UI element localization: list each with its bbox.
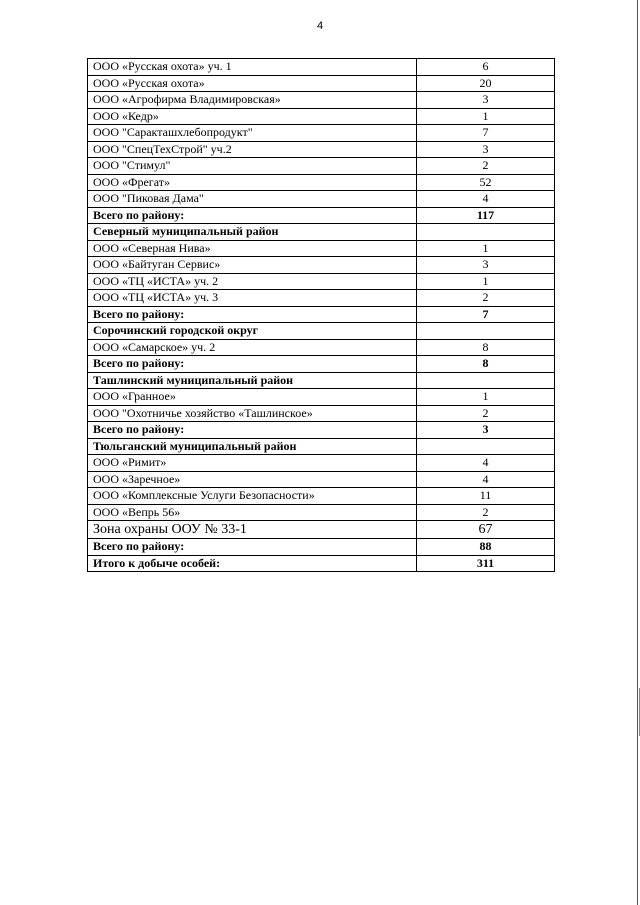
table-row <box>88 92 555 109</box>
table-row <box>88 75 555 92</box>
table-row <box>88 290 555 307</box>
allocation-table <box>87 58 555 572</box>
table-row <box>88 59 555 76</box>
row-name: ООО «Заречное» <box>88 471 417 488</box>
table-row <box>88 521 555 539</box>
row-name: ООО «Гранное» <box>88 389 417 406</box>
total-row <box>88 356 555 373</box>
row-count: 2 <box>417 504 555 521</box>
district-heading-row <box>88 438 555 455</box>
row-name: Ташлинский муниципальный район <box>88 372 417 389</box>
row-name: ООО «Агрофирма Владимировская» <box>88 92 417 109</box>
row-count: 3 <box>417 141 555 158</box>
row-count: 52 <box>417 174 555 191</box>
row-count: 4 <box>417 471 555 488</box>
row-name: Всего по району: <box>88 422 417 439</box>
row-count: 311 <box>417 555 555 572</box>
row-name: Всего по району: <box>88 539 417 556</box>
table-row <box>88 125 555 142</box>
row-count: 1 <box>417 240 555 257</box>
row-name: ООО «Вепрь 56» <box>88 504 417 521</box>
row-name: ООО «Байтуган Сервис» <box>88 257 417 274</box>
row-name: ООО «Самарское» уч. 2 <box>88 339 417 356</box>
row-count: 8 <box>417 356 555 373</box>
table-row <box>88 158 555 175</box>
table-row <box>88 389 555 406</box>
row-name: Итого к добыче особей: <box>88 555 417 572</box>
row-count: 8 <box>417 339 555 356</box>
table-row <box>88 471 555 488</box>
row-count: 2 <box>417 290 555 307</box>
row-count <box>417 372 555 389</box>
table-row <box>88 108 555 125</box>
page-number: 4 <box>316 20 324 32</box>
table-row <box>88 488 555 505</box>
row-name: ООО «Русская охота» уч. 1 <box>88 59 417 76</box>
row-count: 3 <box>417 422 555 439</box>
table-row <box>88 240 555 257</box>
total-row <box>88 422 555 439</box>
row-count: 6 <box>417 59 555 76</box>
row-count: 117 <box>417 207 555 224</box>
row-name: ООО «ТЦ «ИСТА» уч. 2 <box>88 273 417 290</box>
row-name: Всего по району: <box>88 207 417 224</box>
row-count: 3 <box>417 257 555 274</box>
total-row <box>88 555 555 572</box>
row-count: 2 <box>417 405 555 422</box>
row-name: Зона охраны ООУ № 33-1 <box>88 521 417 539</box>
table-row <box>88 141 555 158</box>
row-count <box>417 323 555 340</box>
total-row <box>88 207 555 224</box>
row-count: 7 <box>417 306 555 323</box>
row-name: ООО "Пиковая Дама" <box>88 191 417 208</box>
row-name: Всего по району: <box>88 306 417 323</box>
row-name: Сорочинский городской округ <box>88 323 417 340</box>
table-row <box>88 174 555 191</box>
row-name: ООО «Комплексные Услуги Безопасности» <box>88 488 417 505</box>
table-row <box>88 191 555 208</box>
table-row <box>88 257 555 274</box>
row-name: ООО «Кедр» <box>88 108 417 125</box>
row-count: 4 <box>417 455 555 472</box>
row-count <box>417 224 555 241</box>
row-count: 2 <box>417 158 555 175</box>
district-heading-row <box>88 323 555 340</box>
table-row <box>88 405 555 422</box>
row-count: 1 <box>417 108 555 125</box>
row-name: ООО "Саракташхлебопродукт" <box>88 125 417 142</box>
row-name: ООО «Фрегат» <box>88 174 417 191</box>
row-count: 3 <box>417 92 555 109</box>
row-count: 20 <box>417 75 555 92</box>
table-row <box>88 273 555 290</box>
row-name: ООО «Русская охота» <box>88 75 417 92</box>
district-heading-row <box>88 372 555 389</box>
row-count: 1 <box>417 389 555 406</box>
row-count: 11 <box>417 488 555 505</box>
total-row <box>88 306 555 323</box>
row-count: 88 <box>417 539 555 556</box>
row-name: ООО «ТЦ «ИСТА» уч. 3 <box>88 290 417 307</box>
table-row <box>88 504 555 521</box>
district-heading-row <box>88 224 555 241</box>
row-count: 4 <box>417 191 555 208</box>
total-row <box>88 539 555 556</box>
page-edge-line <box>637 0 638 905</box>
table-row <box>88 455 555 472</box>
row-count: 1 <box>417 273 555 290</box>
row-name: Северный муниципальный район <box>88 224 417 241</box>
row-name: ООО «Римит» <box>88 455 417 472</box>
row-name: ООО "Стимул" <box>88 158 417 175</box>
allocation-table-body <box>88 59 555 572</box>
table-row <box>88 339 555 356</box>
row-name: ООО «Северная Нива» <box>88 240 417 257</box>
row-count: 7 <box>417 125 555 142</box>
row-name: ООО "Охотничье хозяйство «Ташлинское» <box>88 405 417 422</box>
row-count <box>417 438 555 455</box>
row-count: 67 <box>417 521 555 539</box>
row-name: Тюльганский муниципальный район <box>88 438 417 455</box>
row-name: Всего по району: <box>88 356 417 373</box>
row-name: ООО "СпецТехСтрой" уч.2 <box>88 141 417 158</box>
